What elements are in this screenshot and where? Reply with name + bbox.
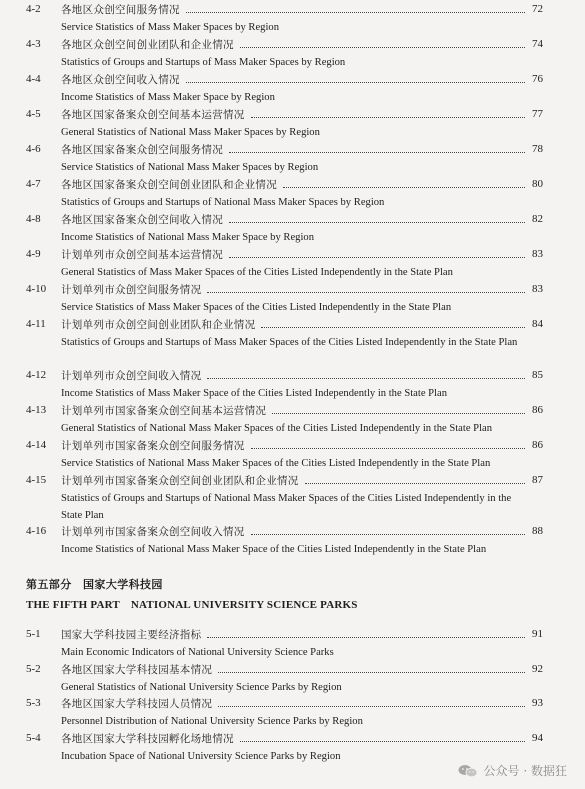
toc-entry-page-number: 84 — [532, 318, 543, 330]
toc-entry-title-zh-text: 计划单列市众创空间创业团队和企业情况 — [61, 319, 256, 331]
toc-entry-number: 4-2 — [26, 3, 41, 15]
toc-entry-number: 4-3 — [26, 38, 41, 50]
toc-entry-page-number: 91 — [532, 628, 543, 640]
toc-entry-title-en: Income Statistics of National Mass Maker Space by Region — [61, 232, 315, 243]
toc-entry-title-zh — [61, 662, 529, 677]
toc-entry-page-number: 93 — [532, 697, 543, 709]
toc-entry-page-number: 78 — [532, 143, 543, 155]
toc-entry-title-zh-text: 计划单列市国家备案众创空间基本运营情况 — [61, 405, 267, 417]
toc-entry-page-number: 83 — [532, 283, 543, 295]
toc-entry-title-zh-text: 各地区众创空间创业团队和企业情况 — [61, 39, 234, 51]
toc-entry-title-zh-text: 各地区众创空间收入情况 — [61, 74, 180, 86]
toc-entry-title-en: Statistics of Groups and Startups of National Mass Maker Spaces by Region — [61, 197, 385, 208]
toc-entry-page-number: 94 — [532, 732, 543, 744]
toc-entry-number: 5-3 — [26, 697, 41, 709]
toc-entry-title-en: General Statistics of Mass Maker Spaces of the Cities Listed Independently in the State Plan — [61, 267, 453, 278]
toc-entry-heading — [0, 2, 585, 20]
toc-entry-title-zh — [61, 282, 529, 297]
toc-entry — [0, 403, 585, 434]
toc-entry-title-en: Statistics of Groups and Startups of National Mass Maker Spaces of the Cities Listed Independently in the State Plan — [61, 493, 512, 521]
toc-entry-title-en: Service Statistics of Mass Maker Spaces by Region — [61, 22, 280, 33]
toc-entry-title-en: Service Statistics of National Mass Maker Spaces of the Cities Listed Independently in the State Plan — [61, 458, 491, 469]
toc-entry — [0, 438, 585, 469]
toc-entry — [0, 473, 585, 521]
toc-entry-title-zh-text: 计划单列市国家备案众创空间创业团队和企业情况 — [61, 475, 299, 487]
toc-entry-number: 4-6 — [26, 143, 41, 155]
toc-entry-title-zh-text: 计划单列市众创空间收入情况 — [61, 370, 202, 382]
dot-leader — [240, 740, 525, 742]
part-title-zh: 第五部分 国家大学科技园 — [26, 578, 163, 591]
toc-entry-title-en: Service Statistics of Mass Maker Spaces of the Cities Listed Independently in the State Plan — [61, 302, 452, 313]
toc-entry — [0, 142, 585, 173]
watermark-text: 公众号 · 数据狂 — [483, 764, 567, 778]
toc-entry-number: 4-16 — [26, 525, 47, 537]
toc-entry-title-zh — [61, 473, 529, 488]
toc-entry — [0, 107, 585, 138]
toc-entry-heading — [0, 247, 585, 265]
toc-entry — [0, 368, 585, 399]
toc-entry-title-zh — [61, 2, 529, 17]
toc-entry — [0, 282, 585, 313]
toc-entry-title-zh — [61, 731, 529, 746]
toc-entry-number: 4-12 — [26, 369, 47, 381]
toc-entry-page-number: 74 — [532, 38, 543, 50]
toc-entry-title-zh-text: 国家大学科技园主要经济指标 — [61, 629, 202, 641]
toc-entry-title-zh-text: 各地区国家备案众创空间创业团队和企业情况 — [61, 179, 277, 191]
toc-entry-title-zh-text: 各地区国家大学科技园人员情况 — [61, 698, 213, 710]
toc-entry-title-en: Income Statistics of National Mass Maker Space of the Cities Listed Independently in the State Plan — [61, 544, 487, 555]
toc-entry-title-zh — [61, 627, 529, 642]
toc-entry-heading — [0, 317, 585, 335]
toc-entry-heading — [0, 37, 585, 55]
toc-entry-title-zh-text: 计划单列市众创空间服务情况 — [61, 284, 202, 296]
toc-entry — [0, 247, 585, 278]
dot-leader — [186, 11, 525, 13]
toc-entry-title-zh — [61, 403, 529, 418]
toc-entry-number: 4-14 — [26, 439, 47, 451]
toc-entry-title-zh — [61, 107, 529, 122]
toc-entry-heading — [0, 282, 585, 300]
toc-entry-heading — [0, 177, 585, 195]
toc-entry-page-number: 72 — [532, 3, 543, 15]
dot-leader — [305, 482, 525, 484]
toc-entry-page-number: 80 — [532, 178, 543, 190]
toc-entry-number: 4-8 — [26, 213, 41, 225]
dot-leader — [251, 116, 525, 118]
toc-entry — [0, 72, 585, 103]
toc-entry — [0, 731, 585, 762]
part-title-en: THE FIFTH PART NATIONAL UNIVERSITY SCIENCE PARKS — [26, 599, 358, 611]
toc-entry-heading — [0, 524, 585, 542]
toc-entry-page-number: 92 — [532, 663, 543, 675]
toc-entry-title-en: General Statistics of National Mass Maker Spaces of the Cities Listed Independently in the State Plan — [61, 423, 493, 434]
toc-entry-title-zh — [61, 247, 529, 262]
toc-entry-title-en: Main Economic Indicators of National University Science Parks — [61, 647, 334, 658]
toc-entry-title-zh-text: 计划单列市国家备案众创空间服务情况 — [61, 440, 245, 452]
dot-leader — [207, 291, 525, 293]
toc-entry-title-zh — [61, 438, 529, 453]
toc-entry-title-zh-text: 各地区国家大学科技园基本情况 — [61, 664, 213, 676]
toc-entry-number: 4-7 — [26, 178, 41, 190]
toc-entry-heading — [0, 403, 585, 421]
toc-entry-title-en: Income Statistics of Mass Maker Space by Region — [61, 92, 275, 103]
toc-entry-title-zh-text: 各地区国家备案众创空间收入情况 — [61, 214, 223, 226]
toc-entry-heading — [0, 438, 585, 456]
toc-entry-title-zh — [61, 524, 529, 539]
toc-entry-page-number: 76 — [532, 73, 543, 85]
toc-entry — [0, 627, 585, 658]
toc-entry-number: 5-2 — [26, 663, 41, 675]
toc-entry-heading — [0, 107, 585, 125]
toc-entry-number: 5-1 — [26, 628, 41, 640]
dot-leader — [207, 636, 525, 638]
toc-entry-heading — [0, 662, 585, 680]
dot-leader — [229, 221, 525, 223]
toc-entry-page-number: 85 — [532, 369, 543, 381]
toc-entry-heading — [0, 473, 585, 491]
toc-entry-heading — [0, 368, 585, 386]
toc-entry-heading — [0, 627, 585, 645]
toc-entry-title-zh-text: 各地区国家备案众创空间基本运营情况 — [61, 109, 245, 121]
toc-entry-number: 4-13 — [26, 404, 47, 416]
toc-entry-number: 4-4 — [26, 73, 41, 85]
toc-entry-title-en: Income Statistics of Mass Maker Space of the Cities Listed Independently in the State Plan — [61, 388, 447, 399]
dot-leader — [229, 151, 525, 153]
toc-entry-title-zh-text: 计划单列市众创空间基本运营情况 — [61, 249, 223, 261]
dot-leader — [283, 186, 525, 188]
dot-leader — [261, 326, 525, 328]
toc-entry-title-zh — [61, 142, 529, 157]
toc-entry-title-zh-text: 各地区国家大学科技园孵化场地情况 — [61, 733, 234, 745]
toc-entry-page-number: 88 — [532, 525, 543, 537]
toc-entry-title-en: Incubation Space of National University Science Parks by Region — [61, 751, 341, 762]
toc-entry-page-number: 82 — [532, 213, 543, 225]
dot-leader — [186, 81, 525, 83]
toc-entry-title-en: General Statistics of National University Science Parks by Region — [61, 682, 342, 693]
toc-entry-title-zh — [61, 177, 529, 192]
toc-entry-title-en: Statistics of Groups and Startups of Mass Maker Spaces of the Cities Listed Independently in the State Plan — [61, 337, 518, 348]
toc-entry-page-number: 86 — [532, 404, 543, 416]
toc-entry-title-zh-text: 各地区众创空间服务情况 — [61, 4, 180, 16]
toc-entry-page-number: 77 — [532, 108, 543, 120]
dot-leader — [218, 705, 525, 707]
dot-leader — [207, 377, 525, 379]
toc-entry-title-zh-text: 计划单列市国家备案众创空间收入情况 — [61, 526, 245, 538]
toc-entry — [0, 177, 585, 208]
toc-entry — [0, 524, 585, 555]
dot-leader — [251, 447, 525, 449]
toc-entry — [0, 2, 585, 33]
toc-entry-number: 4-5 — [26, 108, 41, 120]
toc-entry-title-zh — [61, 212, 529, 227]
toc-entry — [0, 662, 585, 693]
toc-entry-number: 5-4 — [26, 732, 41, 744]
dot-leader — [218, 671, 525, 673]
dot-leader — [229, 256, 525, 258]
wechat-icon — [458, 764, 478, 778]
toc-entry-title-en: General Statistics of National Mass Maker Spaces by Region — [61, 127, 320, 138]
toc-entry — [0, 317, 585, 348]
toc-entry-page-number: 83 — [532, 248, 543, 260]
toc-entry-page-number: 87 — [532, 474, 543, 486]
toc-entry-title-zh — [61, 37, 529, 52]
toc-entry-page-number: 86 — [532, 439, 543, 451]
dot-leader — [251, 533, 525, 535]
toc-entry-title-en: Service Statistics of National Mass Maker Spaces by Region — [61, 162, 319, 173]
toc-entry-title-zh — [61, 317, 529, 332]
toc-entry-heading — [0, 142, 585, 160]
dot-leader — [240, 46, 525, 48]
toc-entry-number: 4-9 — [26, 248, 41, 260]
toc-entry-heading — [0, 212, 585, 230]
toc-entry — [0, 696, 585, 727]
toc-entry-title-en: Statistics of Groups and Startups of Mass Maker Spaces by Region — [61, 57, 346, 68]
toc-entry-number: 4-15 — [26, 474, 47, 486]
toc-entry-heading — [0, 696, 585, 714]
toc-entry-title-zh — [61, 696, 529, 711]
toc-entry-number: 4-10 — [26, 283, 47, 295]
toc-entry-heading — [0, 731, 585, 749]
dot-leader — [272, 412, 525, 414]
toc-entry-heading — [0, 72, 585, 90]
toc-entry-title-zh — [61, 72, 529, 87]
toc-entry-title-zh-text: 各地区国家备案众创空间服务情况 — [61, 144, 223, 156]
toc-entry — [0, 212, 585, 243]
toc-entry-number: 4-11 — [26, 318, 46, 330]
toc-entry-title-zh — [61, 368, 529, 383]
toc-entry-title-en: Personnel Distribution of National University Science Parks by Region — [61, 716, 363, 727]
toc-entry — [0, 37, 585, 68]
